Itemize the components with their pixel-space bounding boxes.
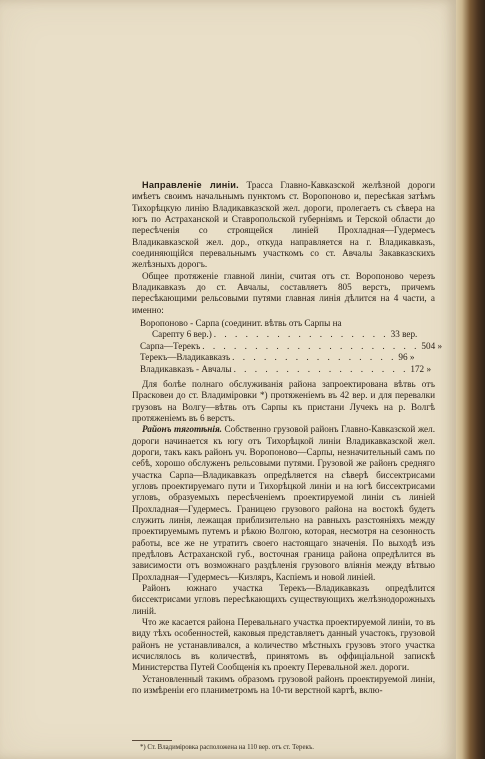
paragraph-branches: Для болѣе полнаго обслуживанія района запроектирована вѣтвь отъ Прасковеи до ст. Владиміровки *) протяженіемъ въ 42 вер. и для перевалки грузовъ на Волгу—вѣтвь отъ Сарпы къ пристани Лучекъ на р. Волгѣ протяженіемъ въ 6 верстъ. bbox=[132, 378, 435, 423]
paragraph-length: Общее протяженіе главной линіи, считая отъ ст. Воропоново черезъ Владикавказъ до ст. Авчалы, составляетъ 805 верстъ, причемъ пересѣкающими рельсовыми путями главная линія дѣлится на 4 части, а именно: bbox=[132, 270, 435, 315]
paragraph-planimeter: Установленный такимъ образомъ грузовой районъ проектируемой линіи, по измѣреніи его планиметромъ на 10-ти верстной картѣ, вклю- bbox=[132, 673, 435, 696]
paragraph-district: Районъ тяготѣнія. Собственно грузовой районъ Главно-Кавказской жел. дороги начинается къ югу отъ Тихорѣцкой линіи Владикавказской жел. дороги, такъ какъ районъ уч. Воропоново—Сарпы, незначительный самъ по себѣ, хорошо обслуженъ рельсовыми путями. Грузовой же районъ средняго участка Сарпа—Владикавказъ опредѣляется на сѣверѣ биссектрисами угловъ проектируемаго пути и Тихорѣцкой линіи и на югѣ биссектрисами угловъ, образуемыхъ пересѣченіемъ проектируемой линіи съ линіей Прохладная—Гудермесъ. Границею грузового района на востокѣ будетъ служить линія, лежащая приблизительно на равныхъ разстояніяхъ между проектируемымъ путемъ и рѣкою Волгою, которая, несмотря на сезонность работы, все же не утратитъ своего настоящаго значенія. По выходѣ изъ предѣловъ Астраханской губ., восточная граница района опредѣлится въ зависимости отъ возможнаго раздѣленія грузового вліянія между вѣтвью Прохладная—Гудермесъ—Кизляръ, Каспіемъ и новой линіей. bbox=[132, 424, 435, 582]
book-binding-edge bbox=[456, 0, 485, 759]
paragraph-pass-section: Что же касается района Перевальнаго участка проектируемой линіи, то въ виду тѣхъ особенностей, каковыя представляетъ данный участокъ, грузовой районъ не устанавливался, а количество мѣстныхъ грузовъ этого участка исчислялось въ количествѣ, принятомъ въ оффиціальной запискѣ Министерства Путей Сообщенія къ проекту Перевальной жел. дороги. bbox=[132, 617, 435, 673]
bleed-through-shadow bbox=[40, 66, 380, 78]
segment-row: Сарпа—Терекъ . . . . . . . . . . . . . . . . . . . . . 504 » bbox=[140, 340, 443, 351]
segment-row: Терекъ—Владикавказъ . . . . . . . . . . . . . . . . 96 » bbox=[140, 352, 415, 363]
segment-row: Воропоново - Сарпа (соединит. вѣтвь отъ Сарпы на bbox=[140, 318, 342, 329]
segment-row: Владикавказъ - Авчалы . . . . . . . . . . . . . . . . . 172 » bbox=[140, 363, 432, 374]
paragraph-southern-section: Районъ южнаго участка Терекъ—Владикавказъ опредѣлится биссектрисами угловъ пересѣкающихъ существующихъ желѣзнодорожныхъ линій. bbox=[132, 583, 435, 616]
segments-list bbox=[132, 318, 443, 375]
section-heading-direction: Направленіе линіи. bbox=[142, 180, 239, 190]
footnote-rule bbox=[132, 740, 172, 741]
section-heading-district: Районъ тяготѣнія. bbox=[142, 424, 222, 435]
segment-row: Сарепту 6 вер.) . . . . . . . . . . . . . . . . . 33 вер. bbox=[152, 329, 418, 340]
paragraph-direction: Направленіе линіи. Трасса Главно-Кавказской желѣзной дороги имѣетъ своимъ начальнымъ пунктомъ ст. Воропоново и, пересѣкая затѣмъ Тихорѣцкую линію Владикавказской жел. дороги, пролегаетъ съ сѣвера на югъ по Астраханской и Ставропольской губерніямъ и Терской области до пересѣченія со строящейся линіей Прохладная—Гудермесъ Владикавказской жел. дор., откуда направляется на г. Владикавказъ, соединяющійся перевальнымъ участкомъ со ст. Авчалы Закавказскихъ желѣзныхъ дорогъ. bbox=[132, 180, 435, 270]
main-text bbox=[132, 180, 443, 696]
footnote: *) Ст. Владиміровка расположена на 110 вер. отъ ст. Терекъ. bbox=[140, 744, 314, 751]
